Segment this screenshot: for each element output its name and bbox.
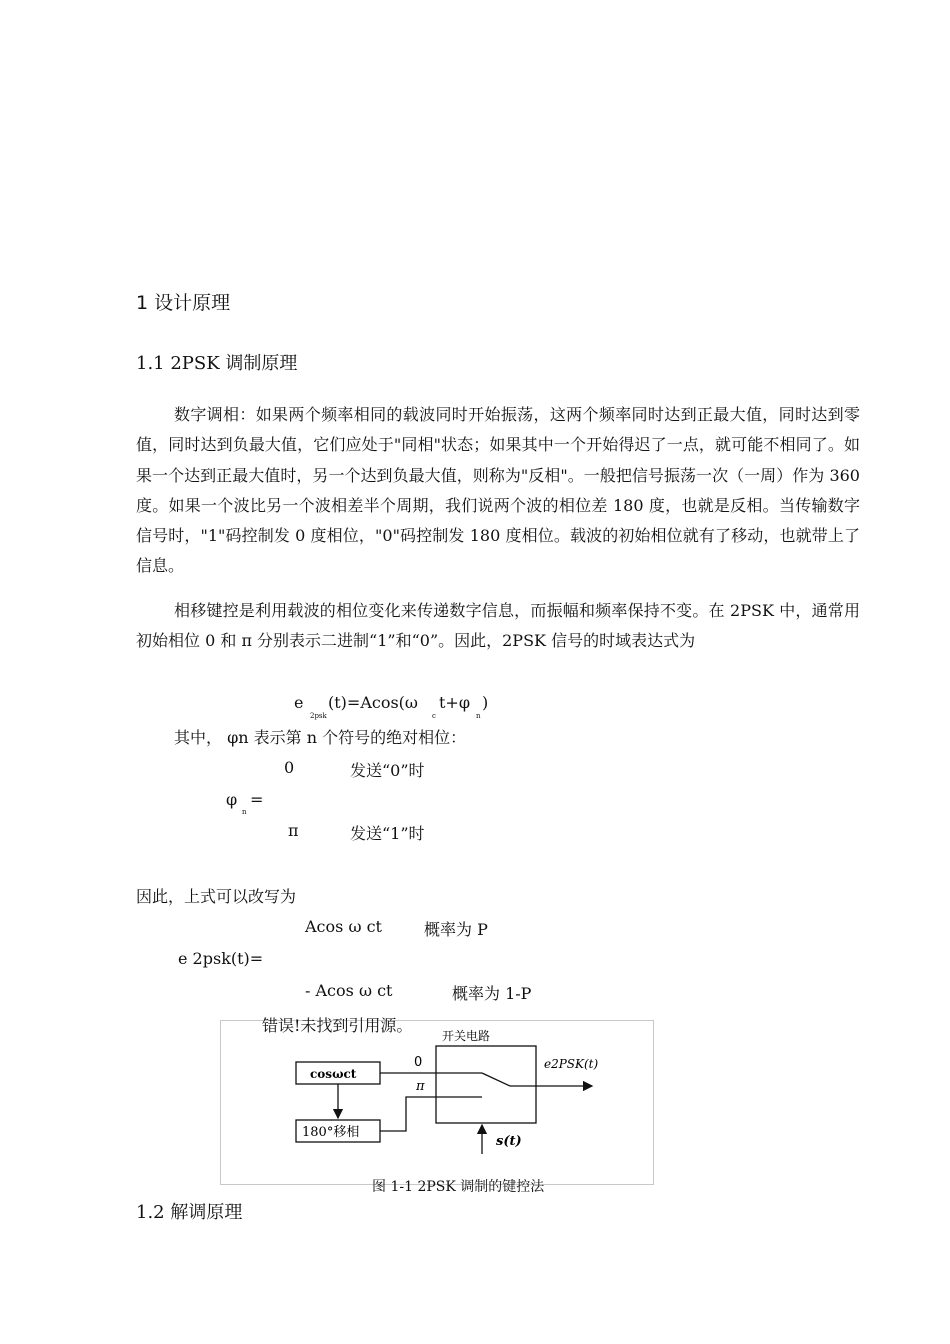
formula-subscript-n: n <box>476 712 481 720</box>
phi-case-row2-condition: 发送“1”时 <box>350 824 425 843</box>
output-label: e2PSK(t) <box>544 1057 599 1071</box>
phi-equals: = <box>250 790 264 809</box>
formula-t-phi: t+φ <box>439 693 471 712</box>
paragraph-text: 数字调相：如果两个频率相同的载波同时开始振荡，这两个频率同时达到正最大值，同时达到零值，同时达到负最大值，它们应处于"同相"状态；如果其中一个开始得迟了一点，就可能不相同了。如果一个达到正最大值时，另一个达到负最大值，则称为"反相"。一般把信号振荡一次（一周）作为 360 度。如果一个波比另一个波相差半个周期，我们说两个波的相位差 180 度，也就是反相。当传输数字信号时，"1"码控制发 0 度相位，"0"码控制发 180 度相位。载波的初始相位就有了移动，也就带上了信息。 <box>136 405 860 576</box>
formula-subscript-2psk: 2psk <box>310 712 327 720</box>
error-reference: 错误!未找到引用源。 <box>262 1016 413 1035</box>
switch-blade <box>482 1073 510 1086</box>
formula-subscript-c: c <box>432 712 436 720</box>
e-case-row1-expression: Acos ω ct <box>305 917 382 936</box>
zero-label: 0 <box>414 1055 423 1070</box>
e-case-row1-condition: 概率为 P <box>424 920 488 939</box>
e-case-lhs: e 2psk(t)= <box>178 949 264 968</box>
phi-subscript-n: n <box>242 808 247 816</box>
figure-caption: 图 1-1 2PSK 调制的键控法 <box>372 1179 545 1195</box>
therefore-line: 因此，上式可以改写为 <box>136 887 297 906</box>
e-case-row2-condition: 概率为 1-P <box>452 984 532 1003</box>
e-case-row2-expression: - Acos ω ct <box>305 981 393 1000</box>
formula-main: (t)=Acos(ω <box>328 693 418 712</box>
paragraph-digital-phase-modulation <box>136 400 860 582</box>
pi-label: π <box>416 1079 425 1094</box>
switch-box <box>436 1046 536 1123</box>
formula-e2psk <box>294 693 303 712</box>
paragraph-psk-definition <box>136 596 860 657</box>
switch-label: 开关电路 <box>442 1029 491 1043</box>
shift-label: 180°移相 <box>302 1125 360 1140</box>
where-line: 其中， φn 表示第 n 个符号的绝对相位： <box>174 728 467 747</box>
pi-path-line <box>380 1097 482 1131</box>
section-heading-1-2: 1.2 解调原理 <box>136 1202 243 1223</box>
psk-keying-diagram <box>220 1020 652 1183</box>
section-heading-1: 1 设计原理 <box>136 292 231 314</box>
phi-case-row2-value: π <box>288 821 299 840</box>
phi-case-row1-value: 0 <box>284 758 295 777</box>
phi-symbol: φ <box>226 790 238 809</box>
formula-close: ) <box>482 693 489 712</box>
cos-label: cosωct <box>310 1067 357 1081</box>
formula-e: e <box>294 693 304 712</box>
paragraph-text: 相移键控是利用载波的相位变化来传递数字信息，而振幅和频率保持不变。在 2PSK 中，通常用初始相位 0 和 π 分别表示二进制“1”和“0”。因此，2PSK 信号的时域表达式为 <box>136 601 860 651</box>
input-label: s(t) <box>496 1134 522 1149</box>
phi-case-row1-condition: 发送“0”时 <box>350 761 425 780</box>
section-heading-1-1: 1.1 2PSK 调制原理 <box>136 353 298 374</box>
